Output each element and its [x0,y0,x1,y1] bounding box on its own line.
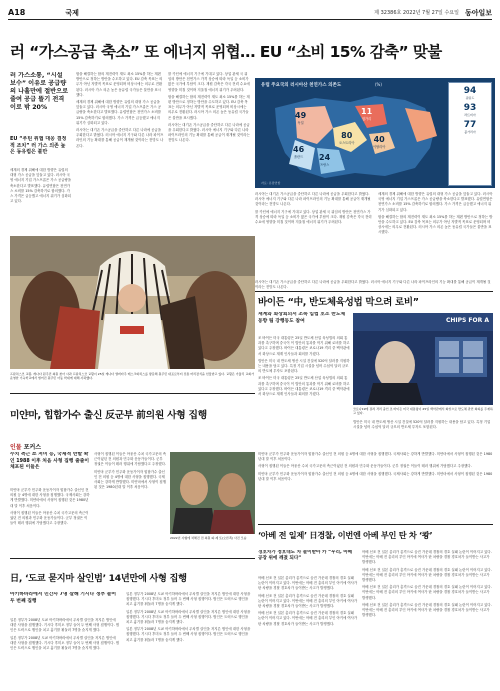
value-france: 24 [319,153,331,162]
japan-execution-sub [10,592,120,614]
name-italy: 이탈리아 [373,145,386,149]
biden-body-right-text: 법안은 미국 내 반도체 생산 시설 건설에 520억 달러를 지원하는 내용을 담고 있다. 특정 기업 시설을 넘어 수십억 달러 규모의 반도체 투자도 포함된다. [353,420,491,430]
issue-date: 제 32386호 2022년 7월 27일 수요일 [374,10,459,16]
japan-execution-body-2c-text: 일본 정부가 2008년 도쿄 아키하바라에서 무차별 살인을 저지른 범인에 대한 사형을 집행했다. 기시다 후미오 정부 들어 두 번째 사형 집행이다. 범인은 트럭으로 행인을 치고 흉기를 휘둘러 7명을 숨지게 했다. [126,627,251,642]
japan-execution-body-2b-text: 일본 정부가 2008년 도쿄 아키하바라에서 무차별 살인을 저지른 범인에 대한 사형을 집행했다. 기시다 후미오 정부 들어 두 번째 사형 집행이다. 범인은 트럭으로 행인을 치고 흉기를 휘둘러 7명을 숨지게 했다. [126,609,251,625]
myanmar-right-text-1: 미얀마 군부가 민주화 운동가이자 힙합가수 출신인 전 의원 등 4명에 대한 사형을 집행했다. 국제사회는 강하게 반발했다. 미얀마에서 사형이 집행된 것은 1980년대 말 이후 처음이다. [258,452,493,462]
col6-text: 러시아는 대기존 가스공급을 중단하고 다른 나라에 공급을 우회한다고 밝혔다. 러시아 에너지 기구와 다른 나라 파이프라인의 기능 확대를 통해 공급이 재개될 것이라는 전망도 나온다. [255,280,491,290]
value-poland: 46 [293,145,305,154]
value-germany: 49 [295,111,307,120]
value-italy: 40 [373,135,385,144]
map-label-austria [339,132,354,145]
dependence-sidebar [448,82,492,186]
myanmar-photo [170,452,255,534]
biden-body-right [353,420,493,438]
side-name-bulgaria: 불가리아 [464,130,476,134]
map-label-france [319,154,330,167]
side-value-bulgaria: 77 [463,120,477,130]
name-hungary: 헝가리 [361,117,372,121]
abe-sub-text: 경호차가 정호대도 차 들이받아 카 “우리, 아베 공장 위에 깨졌 되다” [258,550,353,562]
myanmar-photo-illustration [170,452,255,534]
main-col-5 [378,192,493,276]
map-label-hungary [361,108,372,121]
main-col-1 [10,168,72,228]
myanmar-sub [10,452,90,484]
main-col-6 [255,280,493,290]
col3-text-b: 합을 해결하는 합의 재전력이 재도 최소 15%를 하는 재편 방안으로 정하는 방안을 수도하고 있다. EU 감축 목표는 의무가 아닌 자발적 목표로 운영되며 비상시에는 의무로 전환된다. 러시아 가스 의존 높은 동유럽 국가들은 불만을 표시했다. [168,94,250,120]
value-austria: 80 [341,131,353,140]
main-headline: 러 “가스공급 축소” 또 에너지 위협… EU “소비 15% 감축” 맞불 [10,43,442,61]
col5-text-b: 합을 해결하는 합의 재전력이 재도 최소 15%를 하는 재편 방안으로 정하는 방안을 수도하고 있다. EU 감축 목표는 의무가 아닌 자발적 목표로 운영되며 비상시에는 의무로 전환된다. 러시아 가스 의존 높은 동유럽 국가들은 불만을 표시했다. [378,214,493,235]
col3-text: 를 카딘에 에너지 기구에 기대고 있다. 상업 관세 국 위임의 방안은 천연가스 가격 상승에 따라 독일 등 소비가 많은 국가에 부담이 크다. 재원 감축은 각국 전력 수요에 영향을 미칠 것이며 겨울철 에너지 위기가 우려된다. [168,72,250,92]
myanmar-body-1 [10,488,90,554]
biden-body-2: 법안은 미국 내 반도체 생산 시설 건설에 520억 달러를 지원하는 내용을 담고 있다. 특정 기업 시설을 넘어 수십억 달러 규모의 반도체 투자도 포함된다. [258,358,350,374]
map-title: 유럽 주요국의 러시아산 천연가스 의존도 [261,83,342,88]
japan-execution-body-2-text: 일본 정부가 2008년 도쿄 아키하바라에서 무차별 살인을 저지른 범인에 대한 사형을 집행했다. 기시다 후미오 정부 들어 두 번째 사형 집행이다. 범인은 트럭으로 행인을 치고 흉기를 휘둘러 7명을 숨지게 했다. [126,592,251,607]
myanmar-body-right [258,452,493,520]
biden-photo-text: CHIPS FOR A [445,317,489,324]
biden-sub-text: 재계와 화상회의서 조속 입법 호소 반도체 동향 팀 강행동도 참여 [258,312,346,324]
map-label-germany [295,112,306,125]
divider-right [255,291,493,292]
map-source: 자료: 유럽연합 [261,181,281,185]
name-germany: 독일 [297,121,304,125]
side-value-latvia: 93 [463,103,477,113]
col5-text: 세계의 경제 위해에 대한 방향은 유럽의 대형 가스 공급을 앞둘고 있다. 러시아 국영 에너지 기업 가스프롬은 가스 공급량을 축소한다고 발표했다. 유럽연합은 천연가스 소비를 15% 감축하기로 합의했다. 가스 가격은 급등했고 에너지 위기가 심화되고 있다. [378,192,493,212]
page-number: A18 [8,8,26,17]
side-item-latvia [449,100,491,117]
col1-text: 세계의 경제 위해에 대한 방향은 유럽의 대형 가스 공급을 앞둘고 있다. 러시아 국영 에너지 기업 가스프롬은 가스 공급량을 축소한다고 발표했다. 유럽연합은 천연가스 소비를 15% 감축하기로 합의했다. 가스 가격은 급등했고 에너지 위기가 심화되고 있다. [10,168,72,204]
abe-body-2-text: 아베 신조 전 일본 총리가 총격으로 숨진 가운데 경찰의 경호 실패 논란이 이어지고 있다. 이번에는 아베 전 총리의 부인 아키에 여사가 탄 차량을 경찰 경호차가 들이받는 사고가 발생했다. [362,550,492,565]
biden-body [258,336,350,436]
myanmar-body-2-text: 사형이 집행된 이들은 아웅산 수치 국가고문의 측근이었던 전 의원과 민주화 운동가들이다. 군부 정권은 이들이 테러 행위에 가담했다고 주장했다. [94,452,166,467]
biden-sub [258,312,350,332]
myanmar-body-1-text: 미얀마 군부가 민주화 운동가이자 힙합가수 출신인 전 의원 등 4명에 대한 사형을 집행했다. 국제사회는 강하게 반발했다. 미얀마에서 사형이 집행된 것은 1980년대 말 이후 처음이다. [10,488,90,508]
col4-text: 러시아는 대기존 가스공급을 중단하고 다른 나라에 공급을 우회한다고 밝혔다. 러시아 에너지 기구와 다른 나라 파이프라인의 기능 확대를 통해 공급이 재개될 것이라는 전망도 나온다. [255,192,371,207]
side-name-finland: 핀란드 [465,96,475,100]
japan-execution-body-1b-text: 일본 정부가 2008년 도쿄 아키하바라에서 무차별 살인을 저지른 범인에 대한 사형을 집행했다. 기시다 후미오 정부 들어 두 번째 사형 집행이다. 범인은 트럭으로 행인을 치고 흉기를 휘둘러 7명을 숨지게 했다. [10,635,119,651]
sub-lead-2: EU “푸틴 위협 대응 결정적 조치” 러 가스 의존 높은 동유럽은 불만 [10,136,67,155]
main-sub-lead-2-box [10,136,70,164]
biden-photo-illustration [353,313,493,405]
biden-photo-caption: 코로나19에 걸려 격리 중인 조 바이든 미국 대통령이 25일 백악관에서 화상으로 반도체 관련 회의를 주재하고 있다. [353,407,493,416]
myanmar-right-text-3: 미얀마 군부가 민주화 운동가이자 힙합가수 출신인 전 의원 등 4명에 대한 사형을 집행했다. 국제사회는 강하게 반발했다. 미얀마에서 사형이 집행된 것은 1980년대 말 이후 처음이다. [258,471,493,481]
myanmar-right-text-2: 사형이 집행된 이들은 아웅산 수치 국가고문의 측근이었던 전 의원과 민주화 운동가들이다. 군부 정권은 이들이 테러 행위에 가담했다고 주장했다. [258,464,472,469]
abe-body-1c-text: 아베 신조 전 일본 총리가 총격으로 숨진 가운데 경찰의 경호 실패 논란이 이어지고 있다. 이번에는 아베 전 총리의 부인 아키에 여사가 탄 차량을 경찰 경호차가 들이받는 사고가 발생했다. [258,611,358,626]
japan-execution-headline: 日, ‘도쿄 묻지마 살인범’ 14년만에 사형 집행 [10,573,187,584]
abe-headline: ‘아베 전 일제’ 日경찰, 이번엔 아베 부인 탄 차 ‘쾅’ [258,530,433,540]
col4-text-b: 를 카딘에 에너지 기구에 기대고 있다. 상업 관세 국 위임의 방안은 천연가스 가격 상승에 따라 독일 등 소비가 많은 국가에 부담이 크다. 재원 감축은 각국 전력 수요에 영향을 미칠 것이며 겨울철 에너지 위기가 우려된다. [255,209,372,225]
map-unit: (%) [375,82,382,87]
abe-body-1-text: 아베 신조 전 일본 총리가 총격으로 숨진 가운데 경찰의 경호 실패 논란이 이어지고 있다. 이번에는 아베 전 총리의 부인 아키에 여사가 탄 차량을 경찰 경호차가 들이받는 사고가 발생했다. [258,576,358,591]
main-col-4 [255,192,373,276]
page-header [8,6,492,20]
abe-body-2c-text: 아베 신조 전 일본 총리가 총격으로 숨진 가운데 경찰의 경호 실패 논란이 이어지고 있다. 이번에는 아베 전 총리의 부인 아키에 여사가 탄 차량을 경찰 경호차가 들이받는 사고가 발생했다. [362,585,492,600]
biden-headline: 바이든 “中, 반도체육성법 막으려 로비” [258,297,419,308]
myanmar-sub-text: 수치 측근 쪼 저미 등, 국제적 반발 확인 1988 이후 처음 사형 집행 줄줄이 체포된 이들은 [10,452,89,470]
value-hungary: 11 [361,107,373,116]
biden-body-3: 조 바이든 미국 대통령은 25일 반도체 산업 육성법의 의회 통과를 촉구하며 중국이 이 법안의 통과를 막기 위해 로비를 하고 있다고 주장했다. 바이든 대통령은 코로나19 격리 중 백악관에서 화상으로 재계 인사들과 회의를 가졌다. [258,376,350,397]
divider-bottom-right [258,524,493,525]
myanmar-body-1b-text: 사형이 집행된 이들은 아웅산 수치 국가고문의 측근이었던 전 의원과 민주화 운동가들이다. 군부 정권은 이들이 테러 행위에 가담했다고 주장했다. [10,510,89,526]
myanmar-photo-caption: 2022년 사형에 처해진 전 의원 퍄 제 또(오른쪽) 사진 모습 [170,536,247,540]
profile-tag [10,442,41,451]
map-label-poland [293,146,304,159]
side-value-finland: 94 [463,86,477,96]
divider-main [10,393,255,394]
col3-text-c: 러시아는 대기존 가스공급을 중단하고 다른 나라에 공급을 우회한다고 밝혔다. 러시아 에너지 기구와 다른 나라 파이프라인의 기능 확대를 통해 공급이 재개될 것이라는 전망도 나온다. [168,122,250,143]
abe-sub [258,550,358,572]
japan-execution-body-1-text: 일본 정부가 2008년 도쿄 아키하바라에서 무차별 살인을 저지른 범인에 대한 사형을 집행했다. 기시다 후미오 정부 들어 두 번째 사형 집행이다. 범인은 트럭으로 행인을 치고 흉기를 휘둘러 7명을 숨지게 했다. [10,618,119,633]
myanmar-body-2 [94,452,166,554]
col2-text-b: 세계의 경제 위해에 대한 방향은 유럽의 대형 가스 공급을 앞둘고 있다. 러시아 국영 에너지 기업 가스프롬은 가스 공급량을 축소한다고 발표했다. 유럽연합은 천연가스 소비를 15% 감축하기로 합의했다. 가스 가격은 급등했고 에너지 위기가 심화되고 있다. [76,100,162,125]
japan-execution-sub-text: 아키하바라에서 민간사 7명 살해 기시다 정부 들어 두 번째 집행 [10,592,117,604]
map-label-italy [373,136,385,149]
main-sub-lead [10,72,70,132]
profile-tag-label: 포커스 [23,444,42,451]
myanmar-headline: 미얀마, 힙합가수 출신 反군부 前의원 사형 집행 [10,410,207,421]
name-poland: 폴란드 [293,155,304,159]
name-france: 프랑스 [319,163,330,167]
abe-body-1b-text: 아베 신조 전 일본 총리가 총격으로 숨진 가운데 경찰의 경호 실패 논란이 이어지고 있다. 이번에는 아베 전 총리의 부인 아키에 여사가 탄 차량을 경찰 경호차가 들이받는 사고가 발생했다. [258,593,358,609]
pope-photo-illustration [10,236,255,369]
col2-text-c: 러시아는 대기존 가스공급을 중단하고 다른 나라에 공급을 우회한다고 밝혔다. 러시아 에너지 기구와 다른 나라 파이프라인의 기능 확대를 통해 공급이 재개될 것이라는 전망도 나온다. [76,128,164,148]
sub-lead-1: 러 가스소통, “시설 보수” 이유로 공급량의 나흘만에 절반으로 줄여 공급 뜰기 전격 이로 밖 20% [10,72,69,111]
pope-photo [10,236,255,369]
main-col-2 [76,72,164,228]
japan-execution-body-2 [126,592,252,684]
abe-body-2b-text: 아베 신조 전 일본 총리가 총격으로 숨진 가운데 경찰의 경호 실패 논란이 이어지고 있다. 이번에는 아베 전 총리의 부인 아키에 여사가 탄 차량을 경찰 경호차가 들이받는 사고가 발생했다. [362,567,492,583]
pope-photo-caption: 프란치스코 교황, 캐나다 원주민 의원 찾아 사과 프란치스코 교황이 25일 캐나다 앨버타주 매스크와치스를 방문해 원주민 대표로부터 전통 머리장식을 선물받고 있다. 교황은 가톨릭 교회가 운영한 기숙학교에서 벌어진 원주민 아동 학대에 대해 사과했다. [10,372,255,381]
abe-body-2 [362,550,493,684]
main-col-3 [168,72,250,228]
japan-execution-body-1 [10,618,120,684]
col2-text: 합을 해결하는 합의 재전력이 재도 최소 15%를 하는 재편 방안으로 정하는 방안을 수도하고 있다. EU 감축 목표는 의무가 아닌 자발적 목표로 운영되며 비상시에는 의무로 전환된다. 러시아 가스 의존 높은 동유럽 국가들은 불만을 표시했다. [76,72,163,97]
side-item-bulgaria [449,117,491,134]
divider-bottom-left [10,558,255,559]
paper-logo: 동아일보 [464,7,492,17]
name-austria: 오스트리아 [339,141,355,145]
side-item-finland [449,83,491,100]
abe-body-2d-text: 아베 신조 전 일본 총리가 총격으로 숨진 가운데 경찰의 경호 실패 논란이 이어지고 있다. 이번에는 아베 전 총리의 부인 아키에 여사가 탄 차량을 경찰 경호차가 들이받는 사고가 발생했다. [362,602,492,618]
biden-body-1: 조 바이든 미국 대통령은 25일 반도체 산업 육성법의 의회 통과를 촉구하며 중국이 이 법안의 통과를 막기 위해 로비를 하고 있다고 주장했다. 바이든 대통령은 코로나19 격리 중 백악관에서 화상으로 재계 인사들과 회의를 가졌다. [258,336,350,356]
myanmar-body-2b-text: 미얀마 군부가 민주화 운동가이자 힙합가수 출신인 전 의원 등 4명에 대한 사형을 집행했다. 국제사회는 강하게 반발했다. 미얀마에서 사형이 집행된 것은 1980년대 말 이후 처음이다. [94,469,166,490]
profile-tag-prefix: 인물 [10,444,22,451]
section-name: 국제 [65,8,79,17]
abe-body-1 [258,576,358,684]
side-name-latvia: 라트비아 [464,113,476,117]
biden-photo [353,313,493,405]
